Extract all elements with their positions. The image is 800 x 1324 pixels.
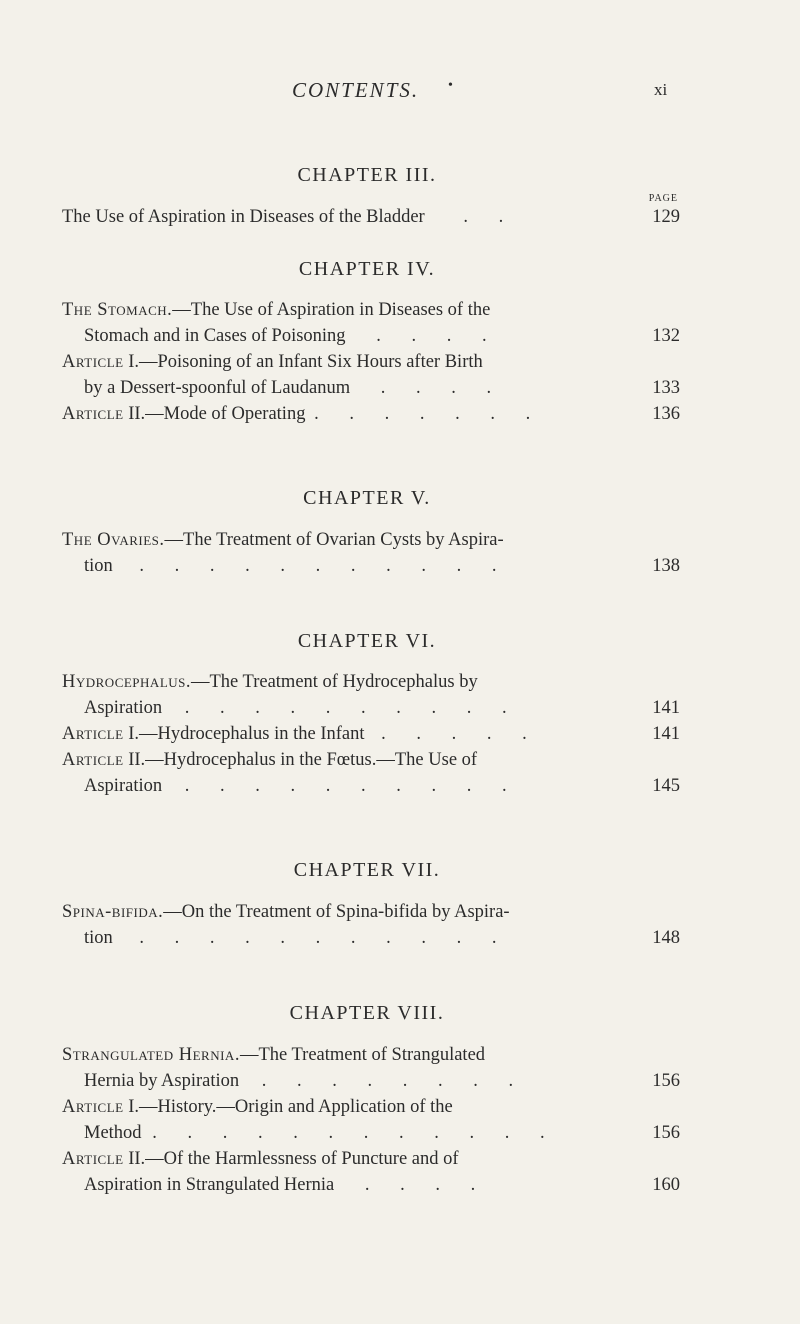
toc-page-number: 156 bbox=[652, 1071, 680, 1091]
toc-entry-line bbox=[62, 1094, 634, 1120]
toc-page-number: 145 bbox=[652, 776, 680, 796]
toc-entry-line bbox=[62, 401, 634, 427]
toc-entry-label: Article bbox=[62, 352, 124, 372]
toc-entry-label: Article bbox=[62, 404, 124, 424]
leader-dots: . . . . . . . . bbox=[261, 1071, 527, 1091]
toc-entry-line bbox=[62, 204, 634, 230]
toc-entry-label: The Stomach. bbox=[62, 300, 173, 320]
leader-dots: . . . . . . . . . . . bbox=[139, 556, 510, 576]
leader-dots: . . . . . . . . . . bbox=[184, 776, 520, 796]
toc-entry-label: Article bbox=[62, 724, 124, 744]
toc-page-number: 129 bbox=[652, 207, 680, 227]
toc-entry-text: The Use of Aspiration in Diseases of the Bladder bbox=[62, 207, 425, 227]
toc-entry bbox=[62, 1146, 680, 1198]
toc-entry bbox=[62, 1042, 680, 1094]
toc-entry-line bbox=[62, 297, 634, 323]
page-folio: xi bbox=[654, 80, 668, 99]
leader-dots: . . . . . . . . . . . . bbox=[152, 1123, 558, 1143]
toc-entry-text: Aspiration bbox=[84, 776, 163, 796]
toc-entry-text: Aspiration in Strangulated Hernia bbox=[84, 1175, 335, 1195]
toc-entry-text: II.—Hydrocephalus in the Fœtus.—The Use of bbox=[123, 750, 478, 770]
toc-page-number: 141 bbox=[652, 698, 680, 718]
chapter-heading: CHAPTER VIII. bbox=[289, 1002, 445, 1024]
toc-entry-line bbox=[62, 747, 634, 773]
toc-page-number: 138 bbox=[652, 556, 680, 576]
toc-entry-label: Spina-bifida. bbox=[62, 902, 164, 922]
toc-page-number: 148 bbox=[652, 928, 680, 948]
leader-dots: . . . . . . . . . . . bbox=[139, 928, 510, 948]
toc-entry-label: Article bbox=[62, 1149, 124, 1169]
toc-entry bbox=[62, 297, 680, 349]
toc-entry-label: The Ovaries. bbox=[62, 530, 165, 550]
toc-entry bbox=[62, 669, 680, 721]
toc-entry bbox=[62, 401, 680, 427]
toc-entry-line bbox=[62, 553, 634, 579]
toc-entry-label: Strangulated Hernia. bbox=[62, 1045, 240, 1065]
toc-entry-text: Method bbox=[84, 1123, 142, 1143]
toc-page-number: 133 bbox=[652, 378, 680, 398]
leader-dots: . . . . bbox=[364, 1175, 489, 1195]
toc-entry-text: —The Use of Aspiration in Diseases of the bbox=[172, 300, 491, 320]
toc-entry-label: Article bbox=[62, 750, 124, 770]
toc-page-number: 141 bbox=[652, 724, 680, 744]
chapter-block bbox=[62, 254, 680, 427]
toc-entry-line bbox=[62, 695, 634, 721]
toc-entry-line bbox=[62, 1120, 634, 1146]
toc-page-number: 156 bbox=[652, 1123, 680, 1143]
toc-page-number: 132 bbox=[652, 326, 680, 346]
toc-entry-text: —The Treatment of Hydrocephalus by bbox=[191, 672, 478, 692]
toc-entry-text: —On the Treatment of Spina-bifida by Aspira- bbox=[163, 902, 510, 922]
toc-entry bbox=[62, 899, 680, 951]
running-head bbox=[0, 78, 800, 106]
toc-entry-text: I.—History.—Origin and Application of the bbox=[123, 1097, 453, 1117]
leader-dots: . . bbox=[463, 207, 517, 227]
toc-entry-line bbox=[62, 899, 634, 925]
toc-entry-text: by a Dessert-spoonful of Laudanum bbox=[84, 378, 351, 398]
toc-entry-line bbox=[62, 721, 634, 747]
toc-entry bbox=[62, 349, 680, 401]
toc-entry-text: tion bbox=[84, 556, 113, 576]
leader-dots: . . . . . . . . . . bbox=[184, 698, 520, 718]
running-head-mark: • bbox=[448, 78, 453, 93]
toc-entry-line bbox=[62, 323, 634, 349]
chapter-heading: CHAPTER III. bbox=[297, 164, 437, 186]
toc-entry-line bbox=[62, 1042, 634, 1068]
leader-dots: . . . . . bbox=[381, 724, 540, 744]
toc-entry-text: —The Treatment of Ovarian Cysts by Aspira- bbox=[164, 530, 504, 550]
toc-entry-text: Stomach and in Cases of Poisoning bbox=[84, 326, 346, 346]
toc-entry-line bbox=[62, 773, 634, 799]
toc-entry-text: —The Treatment of Strangulated bbox=[239, 1045, 486, 1065]
toc-page-number: 136 bbox=[652, 404, 680, 424]
chapter-block bbox=[62, 998, 680, 1198]
leader-dots: . . . . bbox=[376, 326, 500, 346]
chapter-heading: CHAPTER IV. bbox=[298, 258, 436, 280]
toc-entry-line bbox=[62, 1146, 634, 1172]
toc-entry-line bbox=[62, 375, 634, 401]
chapter-heading: CHAPTER V. bbox=[303, 487, 431, 509]
toc-entry-text: Aspiration bbox=[84, 698, 163, 718]
toc-entry bbox=[62, 204, 680, 230]
toc-entry-text: I.—Poisoning of an Infant Six Hours after Birth bbox=[123, 352, 483, 372]
page-column-label: PAGE bbox=[648, 193, 678, 204]
toc-entry-line bbox=[62, 349, 634, 375]
toc-entry-line bbox=[62, 1172, 634, 1198]
toc-entry-text: tion bbox=[84, 928, 113, 948]
toc-entry-text: II.—Of the Harmlessness of Puncture and of bbox=[123, 1149, 459, 1169]
leader-dots: . . . . bbox=[380, 378, 505, 398]
chapter-block bbox=[62, 160, 680, 230]
toc-entry-text: Hernia by Aspiration bbox=[84, 1071, 240, 1091]
toc-entry bbox=[62, 527, 680, 579]
toc-entry-label: Article bbox=[62, 1097, 124, 1117]
chapter-heading: CHAPTER VII. bbox=[293, 859, 441, 881]
chapter-block bbox=[62, 626, 680, 799]
toc-entry bbox=[62, 721, 680, 747]
toc-entry-text: II.—Mode of Operating bbox=[123, 404, 306, 424]
leader-dots: . . . . . . . bbox=[314, 404, 544, 424]
chapter-block bbox=[62, 855, 680, 951]
toc-entry-label: Hydrocephalus. bbox=[62, 672, 191, 692]
toc-entry bbox=[62, 1094, 680, 1146]
toc-entry-line bbox=[62, 669, 634, 695]
toc-entry-line bbox=[62, 925, 634, 951]
chapter-block bbox=[62, 483, 680, 579]
chapter-heading: CHAPTER VI. bbox=[297, 630, 437, 652]
toc-entry-text: I.—Hydrocephalus in the Infant bbox=[123, 724, 365, 744]
toc-entry-line bbox=[62, 1068, 634, 1094]
running-head-title: CONTENTS. bbox=[292, 78, 420, 102]
toc-entry-line bbox=[62, 527, 634, 553]
toc-entry bbox=[62, 747, 680, 799]
toc-page-number: 160 bbox=[652, 1175, 680, 1195]
